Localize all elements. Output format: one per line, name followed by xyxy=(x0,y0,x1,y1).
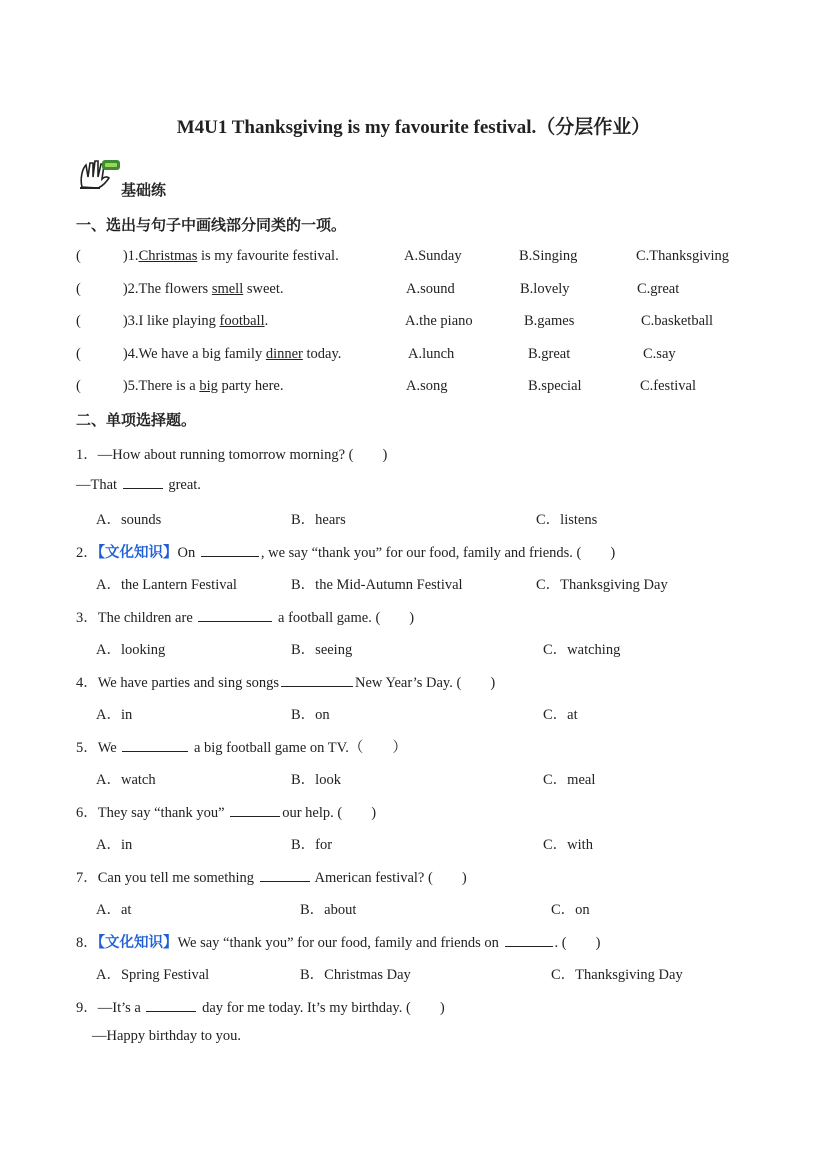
answer-blank[interactable] xyxy=(230,804,280,817)
option-a: A．in xyxy=(96,837,133,853)
option-c: C.festival xyxy=(640,378,696,394)
section2-heading: 二、单项选择题。 xyxy=(76,413,197,429)
answer-blank[interactable] xyxy=(122,739,188,752)
option-a: A．sounds xyxy=(96,512,162,528)
option-a: A.song xyxy=(406,378,448,394)
question-2: 2．【文化知识】On , we say “thank you” for our food, family and friends. ( ) xyxy=(76,545,616,561)
answer-blank[interactable] xyxy=(260,869,310,882)
culture-tag: 【文化知识】 xyxy=(97,935,178,951)
answer-blank[interactable] xyxy=(201,544,259,557)
option-a: A.lunch xyxy=(408,346,455,362)
option-a: A．watch xyxy=(96,772,156,788)
answer-blank[interactable] xyxy=(198,609,272,622)
option-c: C.great xyxy=(637,281,680,297)
option-b: B.Singing xyxy=(519,248,578,264)
option-b: B.special xyxy=(528,378,582,394)
list-item: ( )4.We have a big family dinner today. xyxy=(76,346,342,362)
question-8: 8．【文化知识】We say “thank you” for our food, family and friends on . ( ) xyxy=(76,935,601,951)
question-6: 6．They say “thank you” our help. ( ) xyxy=(76,805,377,821)
option-b: B.games xyxy=(524,313,575,329)
page-title: M4U1 Thanksgiving is my favourite festival.（分层作业） xyxy=(176,117,651,138)
option-a: A．in xyxy=(96,707,133,723)
list-item: ( )1.Christmas is my favourite festival. xyxy=(76,248,339,264)
option-b: B.lovely xyxy=(520,281,570,297)
answer-blank[interactable] xyxy=(505,934,553,947)
option-b: B．on xyxy=(291,707,330,723)
question-3: 3．The children are a football game. ( ) xyxy=(76,610,415,626)
option-b: B．about xyxy=(300,902,357,918)
answer-blank[interactable] xyxy=(123,476,163,489)
question-4: 4．We have parties and sing songs New Year’s Day. ( ) xyxy=(76,675,496,691)
answer-blank[interactable] xyxy=(281,674,353,687)
option-b: B．look xyxy=(291,772,341,788)
question-5: 5．We a big football game on TV.（ ） xyxy=(76,740,407,756)
option-b: B．Christmas Day xyxy=(300,967,411,983)
option-a: A.sound xyxy=(406,281,455,297)
question-1: 1．—How about running tomorrow morning? ( ) xyxy=(76,447,388,463)
question-7: 7．Can you tell me something American festival? ( ) xyxy=(76,870,467,886)
answer-paren[interactable]: ( xyxy=(76,313,81,329)
answer-paren[interactable]: ( xyxy=(76,281,81,297)
question-9: 9．—It’s a day for me today. It’s my birthday. ( ) xyxy=(76,1000,445,1016)
answer-blank[interactable] xyxy=(146,999,196,1012)
option-a: A．at xyxy=(96,902,132,918)
section1-heading: 一、选出与句子中画线部分同类的一项。 xyxy=(76,218,347,234)
option-a: A.Sunday xyxy=(404,248,462,264)
option-a: A.the piano xyxy=(405,313,473,329)
option-b: B.great xyxy=(528,346,571,362)
question-1-reply: —That great. xyxy=(76,477,201,493)
underlined-word: Christmas xyxy=(138,248,198,264)
hand-logo-icon xyxy=(76,157,122,191)
option-b: B．hears xyxy=(291,512,346,528)
option-b: B．for xyxy=(291,837,333,853)
option-c: C．at xyxy=(543,707,578,723)
underlined-word: football xyxy=(219,313,265,329)
level-label: 基础练 xyxy=(121,183,167,199)
option-a: A．the Lantern Festival xyxy=(96,577,237,593)
option-c: C．meal xyxy=(543,772,596,788)
answer-paren[interactable]: ( xyxy=(76,378,81,394)
option-c: C．with xyxy=(543,837,593,853)
option-c: C．Thanksgiving Day xyxy=(551,967,683,983)
underlined-word: smell xyxy=(211,281,244,297)
underlined-word: dinner xyxy=(265,346,303,362)
option-a: A．looking xyxy=(96,642,166,658)
list-item: ( )3.I like playing football. xyxy=(76,313,269,329)
option-b: B．the Mid-Autumn Festival xyxy=(291,577,463,593)
underlined-word: big xyxy=(199,378,218,394)
option-b: B．seeing xyxy=(291,642,353,658)
option-c: C．Thanksgiving Day xyxy=(536,577,668,593)
answer-paren[interactable]: ( xyxy=(76,346,81,362)
option-c: C．on xyxy=(551,902,590,918)
option-c: C．watching xyxy=(543,642,621,658)
option-c: C.basketball xyxy=(641,313,714,329)
list-item: ( )2.The flowers smell sweet. xyxy=(76,281,284,297)
option-c: C.say xyxy=(643,346,676,362)
answer-paren[interactable]: ( xyxy=(76,248,81,264)
culture-tag: 【文化知识】 xyxy=(97,545,178,561)
question-9-reply: —Happy birthday to you. xyxy=(92,1028,242,1044)
list-item: ( )5.There is a big party here. xyxy=(76,378,284,394)
option-a: A．Spring Festival xyxy=(96,967,210,983)
option-c: C.Thanksgiving xyxy=(636,248,730,264)
option-c: C．listens xyxy=(536,512,598,528)
